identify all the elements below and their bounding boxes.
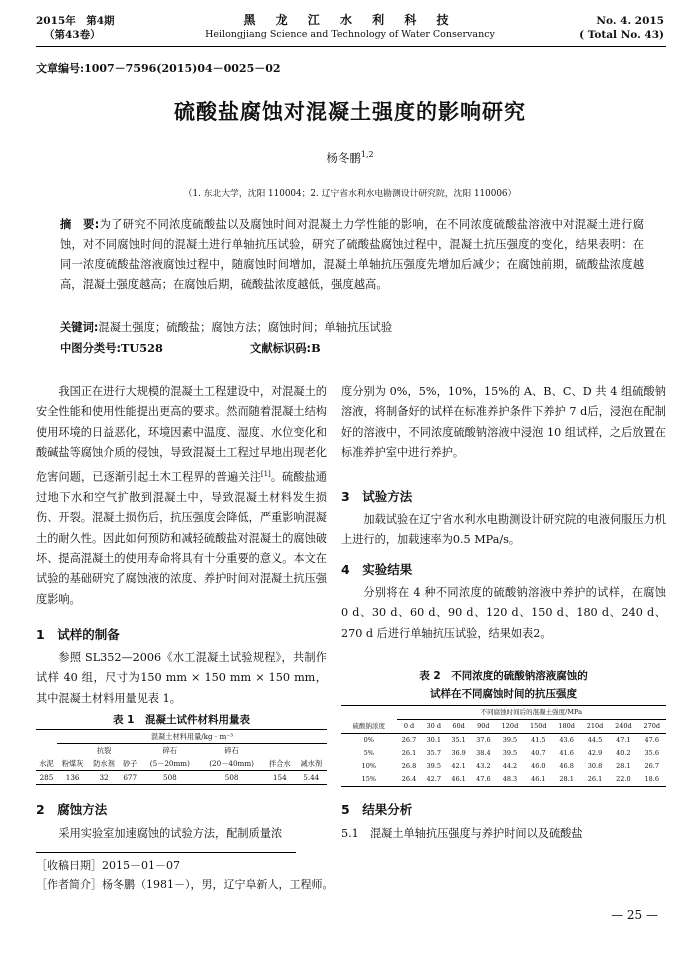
footnote-rule <box>36 852 296 853</box>
article-number: 文章编号:1007－7596(2015)04－0025－02 <box>36 62 281 75</box>
issue-number: No. 4. 2015 ( Total No. 43) <box>579 15 664 41</box>
journal-name: 黑 龙 江 水 利 科 技 Heilongjiang Science and Technology of Water Conservancy <box>205 13 495 40</box>
keywords: 关键词:混凝土强度；硫酸盐；腐蚀方法；腐蚀时间；单轴抗压试验 <box>60 321 393 334</box>
section-4-text: 分别将在 4 种不同浓度的硫酸钠溶液中养护的试样，在腐蚀 0 d、30 d、60 d、90 d、120 d、150 d、180 d、240 d、270 d 后进行单轴抗压试验，结果如表2。 <box>341 586 666 640</box>
table-2: 表 2 不同浓度的硫酸钠溶液腐蚀的 试样在不同腐蚀时间的抗压强度 不同腐蚀时间后的混凝土强度/MPa 硫酸钠浓度 0 d 30 d 60d 90d 120d 150d 180d 210d 240d 270d 0% 26.7 30.1 35.1 37.6 39.5 41.5 43.6 44.5 47.1 47.6 5% 26.1 35.7 36.9 38.4 39.5 40.7 41.6 42.9 40.2 35.6 10% 26.8 39.5 42.1 43.2 44.2 46.0 46.8 30.8 28.1 26.7 15% 26.4 42.7 46.1 47.6 48.3 46.1 28.1 26.1 22.0 18.6 <box>341 667 666 787</box>
author: 杨冬鹏$^{1,2}$ <box>326 150 374 165</box>
issue-info: 2015年 第4期 （第43卷） <box>36 15 115 41</box>
section-2-text-cont: 度分别为 0%，5%，10%，15%的 A、B、C、D 共 4 组硫酸钠溶液，将制备好的试样在标准养护条件下养护 7 d后，浸泡在配制好的溶液中，不同浓度硫酸钠溶液中浸泡 10 组试样，之后放置在标准养护室中进行养护。 <box>341 385 666 460</box>
table-2-caption: 表 2 不同浓度的硫酸钠溶液腐蚀的 试样在不同腐蚀时间的抗压强度 <box>419 670 588 700</box>
classification: 中图分类号:TU528 文献标识码:B <box>60 341 321 355</box>
section-1-text: 参照 SL352—2006《水工混凝土试验规程》，共制作试样 40 组，尺寸为150 mm × 150 mm × 150 mm，其中混凝土材料用量见表 1。 <box>36 651 327 705</box>
affiliation: （1. 东北大学，沈阳 110004；2. 辽宁省水利水电勘测设计研究院，沈阳 110006） <box>183 189 517 199</box>
intro-paragraph: 我国正在进行大规模的混凝土工程建设中，对混凝土的安全性能和使用性能提出更高的要求。然而随着混凝土结构使用环境的日益恶化，环境因素中温度、湿度、水位变化和酸碱盐等腐蚀介质的侵蚀，导致混凝土工程过早地出现老化危害问题，已逐渐引起土木工程界的普遍关注[1]。硫酸盐通过地下水和空气扩散到混凝土中，导致混凝土材料发生损伤、开裂。混凝土损伤后，抗压强度会降低，严重影响混凝土的耐久性。因此如何预防和减轻硫酸盐对混凝土的腐蚀破坏、提高混凝土的使用寿命将具有十分重要的意义。本文在试验的基础研究了腐蚀液的浓度、养护时间对混凝土抗压强度影响。 <box>36 385 327 606</box>
section-5-1-text: 5.1 混凝土单轴抗压强度与养护时间以及硫酸盐 <box>341 827 583 840</box>
table-row: 285 136 32 677 508 508 154 5.44 <box>36 771 327 785</box>
section-1-title: 1 试样的制备 <box>36 627 120 642</box>
page-number: — 25 — <box>611 908 658 922</box>
abstract: 摘 要:为了研究不同浓度硫酸盐以及腐蚀时间对混凝土力学性能的影响，在不同浓度硫酸盐溶液中对混凝土进行腐蚀，对不同腐蚀时间的混凝土进行单轴抗压试验，研究了硫酸盐腐蚀过程中，混凝土抗压强度的变化，结果表明：在同一浓度硫酸盐溶液腐蚀过程中，随腐蚀时间增加，混凝土单轴抗压强度先增加后减少；在腐蚀前期，硫酸盐浓度越高，混凝土强度越高；在腐蚀后期，硫酸盐浓度越低，强度越高。 <box>60 218 644 291</box>
table-row: 5% 26.1 35.7 36.9 38.4 39.5 40.7 41.6 42.9 40.2 35.6 <box>363 749 660 757</box>
section-5-title: 5 结果分析 <box>341 802 413 817</box>
table-row: 0% 26.7 30.1 35.1 37.6 39.5 41.5 43.6 44.5 47.1 47.6 <box>363 736 660 744</box>
section-3-text: 加载试验在辽宁省水利水电勘测设计研究院的电液伺服压力机上进行的，加载速率为0.5 MPa/s。 <box>341 513 666 547</box>
author-bio: ［作者简介］杨冬鹏（1981－），男，辽宁阜新人，工程师。 <box>36 878 334 891</box>
received-date: ［收稿日期］2015－01－07 <box>36 859 180 872</box>
table-1: 表 1 混凝土试件材料用量表 混凝土材料用量/kg · m⁻³ 抗裂 碎石 碎石 水泥 粉煤灰 防水剂 砂子 (5－20mm) (20－40mm) 拌合水 减水剂 285 136 32 677 508 508 154 5.44 <box>36 711 327 785</box>
table-row: 10% 26.8 39.5 42.1 43.2 44.2 46.0 46.8 30.8 28.1 26.7 <box>361 762 660 770</box>
section-2-text-start: 采用实验室加速腐蚀的试验方法，配制质量浓 <box>58 827 283 840</box>
section-3-title: 3 试验方法 <box>341 489 413 504</box>
section-2-title: 2 腐蚀方法 <box>36 802 108 817</box>
table-1-group-header: 混凝土材料用量/kg · m⁻³ <box>57 730 327 744</box>
table-1-caption: 表 1 混凝土试件材料用量表 <box>113 714 250 726</box>
table-row: 15% 26.4 42.7 46.1 47.6 48.3 46.1 28.1 26.1 22.0 18.6 <box>341 773 666 787</box>
section-4-title: 4 实验结果 <box>341 562 413 577</box>
header-rule <box>36 46 666 47</box>
paper-title: 硫酸盐腐蚀对混凝土强度的影响研究 <box>174 100 526 124</box>
table-2-group-header: 不同腐蚀时间后的混凝土强度/MPa <box>397 706 666 720</box>
